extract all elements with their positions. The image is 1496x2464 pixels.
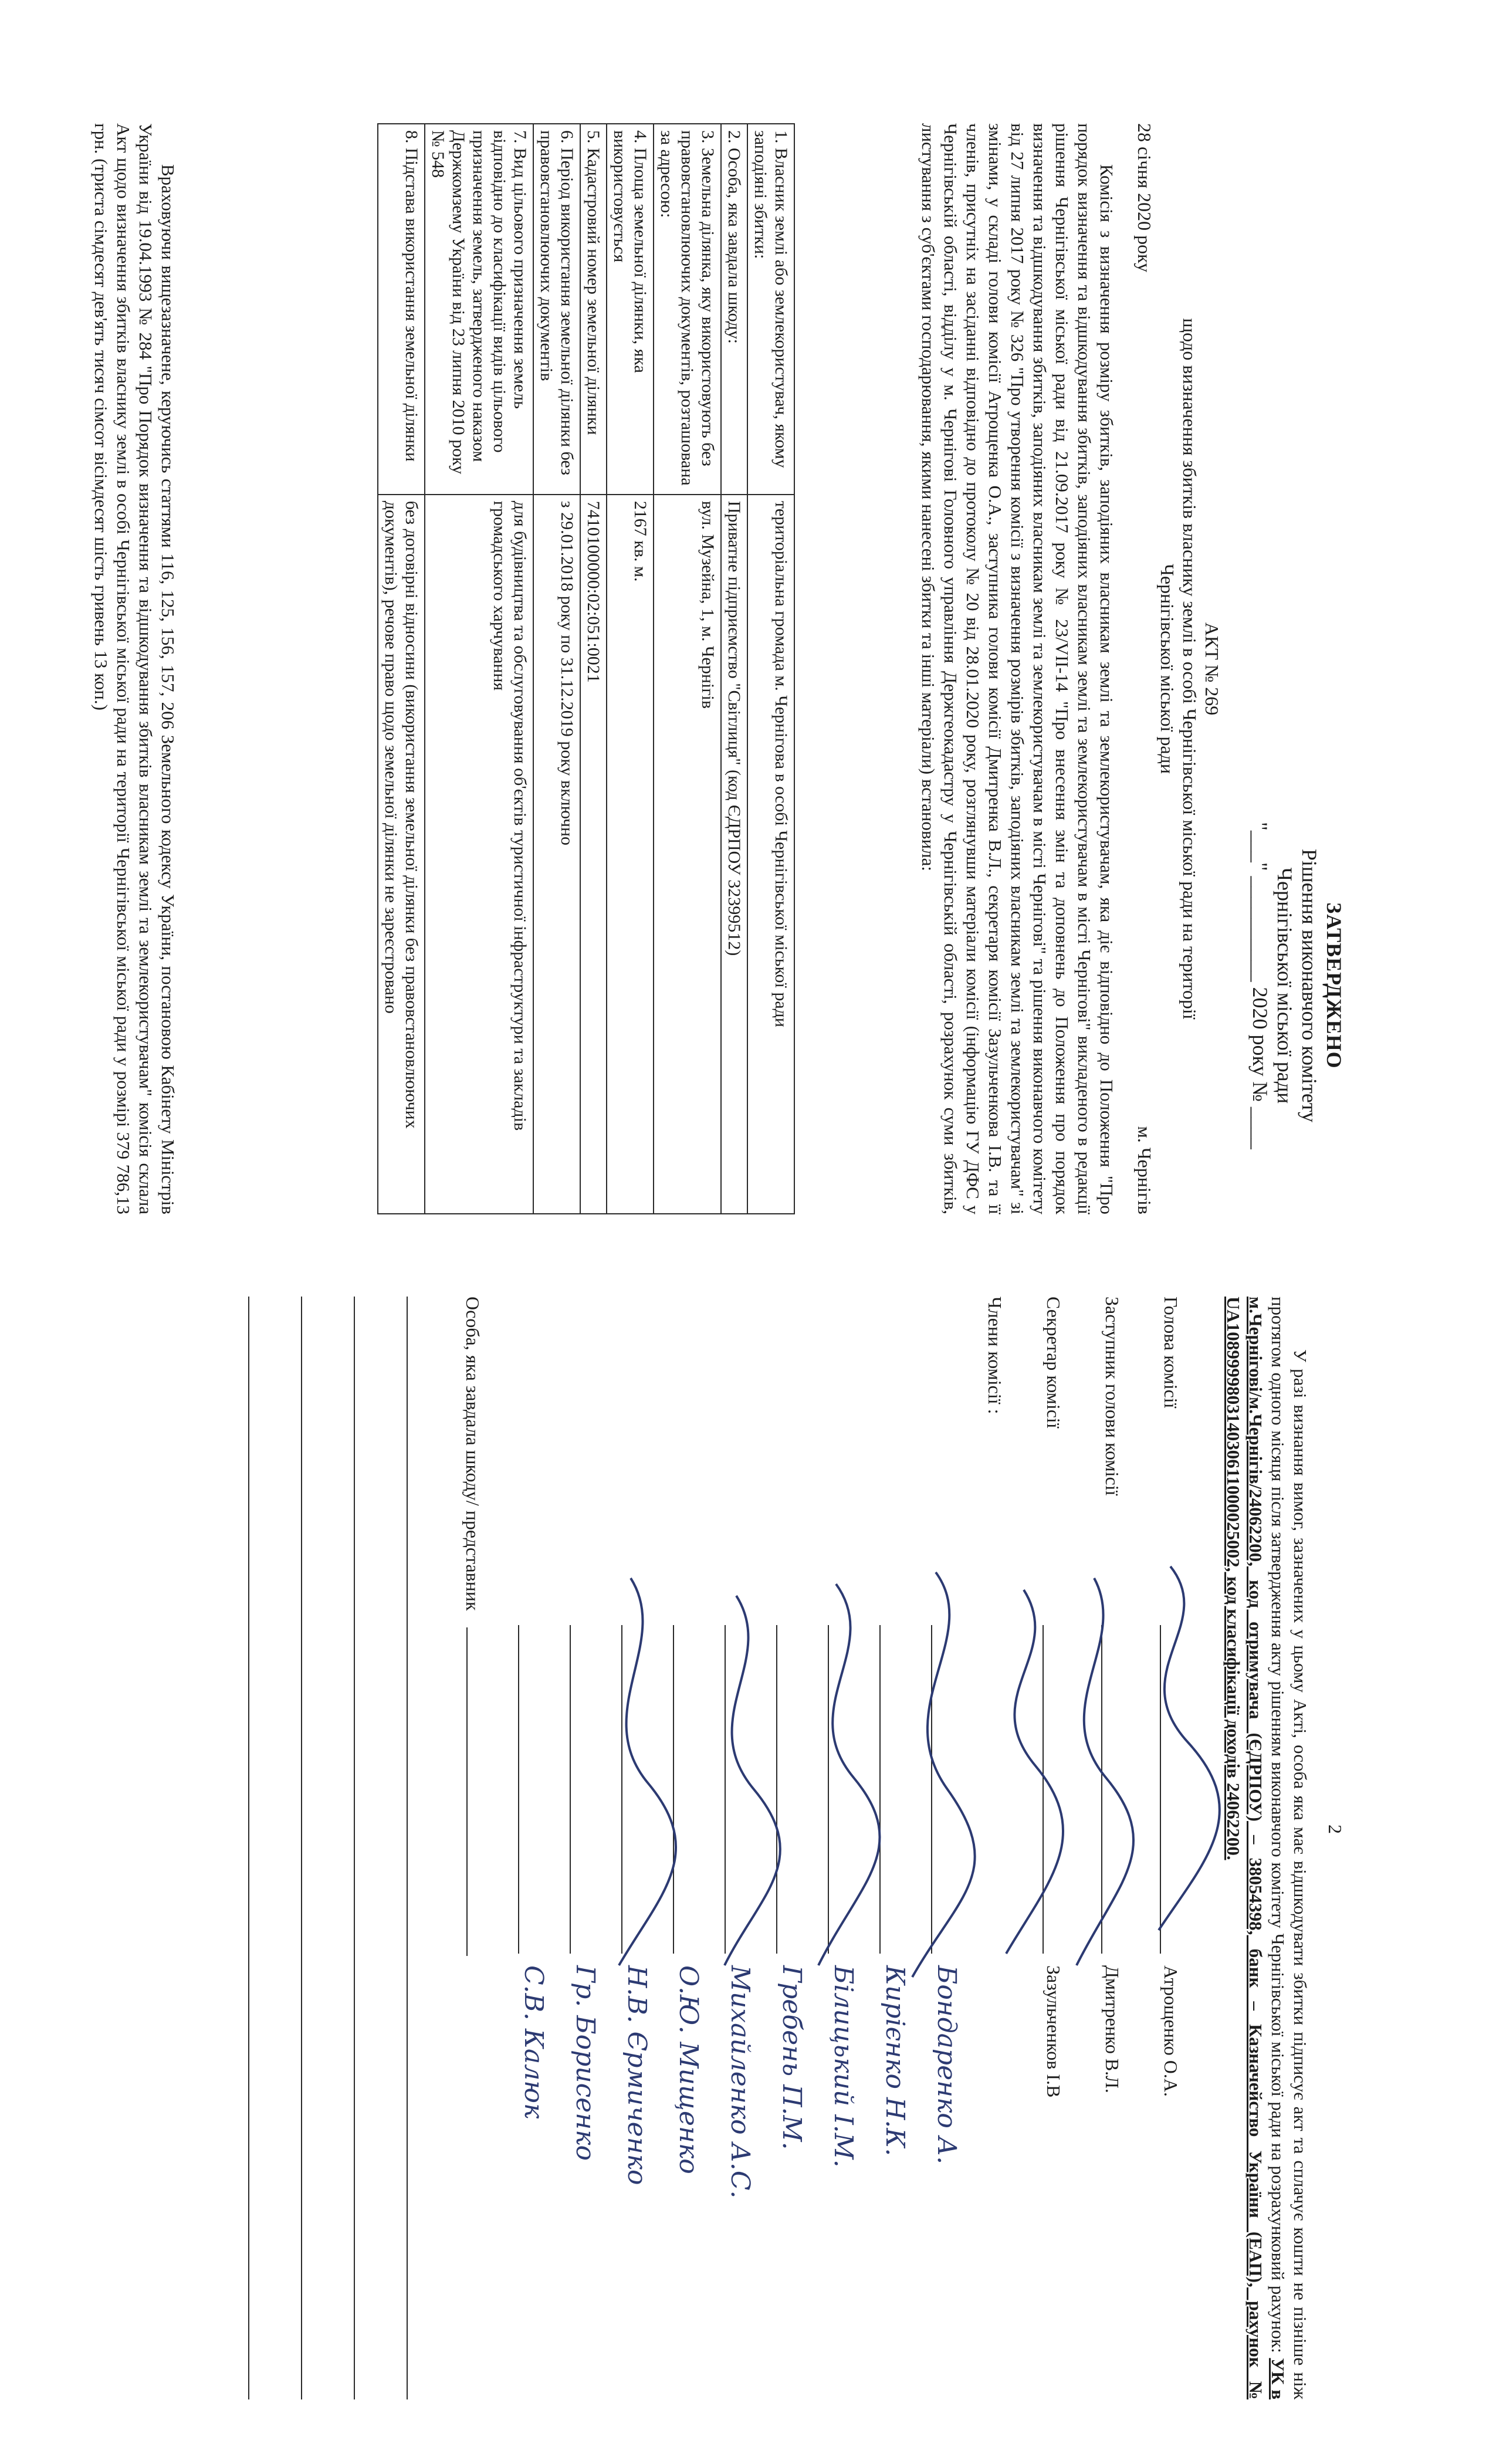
table-question-cell: 5. Кадастровий номер земельної ділянки xyxy=(580,124,607,495)
signature-line xyxy=(776,1625,777,1954)
signature-row-member xyxy=(918,1297,962,2399)
table-row xyxy=(533,124,580,1214)
table-question-cell: 2. Особа, яка завдала шкоду: xyxy=(721,124,747,495)
signature-line xyxy=(725,1625,726,1954)
signature-row-member xyxy=(712,1297,755,2399)
approval-line-3: "___" __________ 2020 року № ____ xyxy=(1248,822,1272,1149)
act-conclusion xyxy=(90,123,179,1214)
signature-row-deputy xyxy=(1088,1297,1123,2399)
table-question-cell: 1. Власник землі або землекористувач, якому заподіяні збитки: xyxy=(747,124,794,495)
signature-name: Дмитренко В.Л. xyxy=(1102,1965,1123,2093)
member-handwritten-name: Михайленко А.С. xyxy=(725,1965,755,2199)
signature-role: Секретар комісії xyxy=(1043,1297,1064,1429)
signature-name: Зазульченков І.В xyxy=(1043,1965,1064,2098)
act-page-2 xyxy=(9,1261,1358,2423)
blank-line xyxy=(354,1297,355,2399)
table-answer-cell: 7410100000:02:051:0021 xyxy=(580,495,607,1214)
member-handwritten-name: С.В. Калюк xyxy=(519,1965,549,2119)
table-answer-cell: вул. Музейна, 1, м. Чернігів xyxy=(654,495,721,1214)
signature-line xyxy=(931,1625,932,1954)
signature-line xyxy=(673,1625,674,1954)
act-body xyxy=(917,123,1118,1214)
signature-line xyxy=(879,1625,881,1954)
blank-signature-lines xyxy=(197,1297,408,2399)
member-handwritten-name: Кирієнко Н.К. xyxy=(880,1965,910,2157)
payment-details: УК в м.Чернігові/м.Чернігів/24062200, код отримувача (ЄДРПОУ) – 38054398, банк – Казначейство України (ЕАП), рахунок № UA108999980314030611000025002, код класифікації доходів 24062200. xyxy=(1223,1297,1288,2399)
signature-row-member xyxy=(763,1297,807,2399)
signature-line xyxy=(466,1627,468,1956)
page-number: 2 xyxy=(1325,1825,1346,1834)
table-row xyxy=(378,124,425,1214)
table-question-cell: 8. Підстава використання земельної ділянки xyxy=(378,124,425,495)
signature-row-member xyxy=(867,1297,910,2399)
signature-row-member xyxy=(557,1297,600,2399)
signature-role: Голова комісії xyxy=(1160,1297,1182,1409)
act-title: АКТ № 269 xyxy=(1201,622,1223,716)
member-handwritten-name: Бондаренко А. xyxy=(932,1965,962,2165)
member-handwritten-name: Гребень П.М. xyxy=(777,1965,807,2150)
approval-line-2: Чернігівської міської ради xyxy=(1273,867,1297,1104)
approval-heading: ЗАТВЕРДЖЕНО xyxy=(1322,902,1346,1069)
table-row xyxy=(721,124,747,1214)
signature-line xyxy=(828,1625,829,1954)
signature-role: Заступник голови комісії xyxy=(1102,1297,1123,1496)
act-title-block xyxy=(1156,88,1223,1250)
table-answer-cell: 2167 кв. м. xyxy=(607,495,654,1214)
table-row xyxy=(654,124,721,1214)
signature-row-member xyxy=(608,1297,652,2399)
payment-paragraph xyxy=(1222,1297,1311,2399)
table-question-cell: 3. Земельна ділянка, яку використовують без правовстановлюючих документів, розташована за адресою: xyxy=(654,124,721,495)
table-question-cell: 4. Площа земельної ділянки, яка використовується xyxy=(607,124,654,495)
signature-row-chair xyxy=(1147,1297,1182,2399)
member-handwritten-name: Н.В. Єрмиченко xyxy=(622,1965,652,2185)
date-row xyxy=(1133,123,1156,1214)
signature-row-member xyxy=(815,1297,858,2399)
table-answer-cell: Приватне підприємство "Світлиця" (код ЄДРПОУ 32399512) xyxy=(721,495,747,1214)
act-date: 28 січня 2020 року xyxy=(1134,123,1155,273)
act-subtitle: щодо визначення збитків власнику землі в особі Чернігівської міської ради на території xyxy=(1179,318,1200,1020)
blank-line xyxy=(301,1297,302,2399)
act-body-paragraph: Комісія з визначення розміру збитків, заподіяних власникам землі та землекористувачам, яка діє відповідно до Положення "Про порядок визначення та відшкодування збитків, заподіяних власникам землі та землекористувачам в місті Чернігові" викладеного в редакції рішення Чернігівської міської ради від 21.09.2017 року № 23/VII-14 "Про внесення змін та доповнень до Положення про порядок визначення та відшкодування збитків, заподіяних власникам землі та землекористувачам в місті Чернігові" та рішення виконавчого комітету від 27 липня 2017 року № 326 "Про утворення комісії з визначення розмірів збитків, заподіяних власникам землі та землекористувачам" зі змінами, у складі голови комісії Атрощенка О.А., заступника голови комісії Дмитренка В.Л., секретаря комісії Зазульченкова І.В. та її членів, присутніх на засіданні відповідно до протоколу № 20 від 28.01.2020 року, розглянувши матеріали комісії (інформацію ГУ ДФС у Чернігівській області, відділу у м. Чернігові Головного управління Держгеокадастру у Чернігівській області, розрахунок суми збитків, листування з суб'єктами господарювання, якими нанесені збитки та інші матеріали) встановила: xyxy=(918,123,1117,1214)
table-question-cell: 7. Вид цільового призначення земель відповідно до класифікації видів цільового призначення земель, затвердженого наказом Держкомзему України від 23 липня 2010 року № 548 xyxy=(425,124,533,495)
damage-person-label: Особа, яка завдала шкоду/ представник xyxy=(462,1297,483,1611)
payment-block xyxy=(1222,1297,1311,2399)
damage-person-line xyxy=(461,1297,484,1956)
act-city: м. Чернігів xyxy=(1134,1126,1155,1214)
member-handwritten-name: О.Ю. Мищенко xyxy=(673,1965,703,2174)
act-subtitle-2: Чернігівської міської ради xyxy=(1157,564,1178,774)
signature-line xyxy=(1043,1625,1044,1954)
signature-row-member xyxy=(660,1297,703,2399)
signature-name: Атрощенко О.А. xyxy=(1160,1965,1182,2097)
table-answer-cell: територіальна громада м. Чернігова в особі Чернігівської міської ради xyxy=(747,495,794,1214)
table-question-cell: 6. Період використання земельної ділянки без правовстановлюючих документів xyxy=(533,124,580,495)
table-answer-cell: для будівництва та обслуговування об'єктів туристичної інфраструктури та закладів громадського харчування xyxy=(425,495,533,1214)
signature-row-secretary xyxy=(1030,1297,1065,2399)
signature-line xyxy=(570,1625,571,1954)
table-answer-cell: з 29.01.2018 року по 31.12.2019 року включно xyxy=(533,495,580,1214)
blank-line xyxy=(248,1297,249,2399)
member-handwritten-name: Білицький І.М. xyxy=(828,1965,858,2168)
signature-line xyxy=(621,1625,622,1954)
table-answer-cell: без договірні відносини (використання земельної ділянки без правовстановлюючих документів), речове право щодо земельної ділянки не зареєстровано xyxy=(378,495,425,1214)
blank-line xyxy=(407,1297,408,2399)
approval-block xyxy=(1248,739,1346,1232)
signature-role: Члени комісії : xyxy=(984,1297,1006,1414)
signature-row-member xyxy=(505,1297,549,2399)
table-row xyxy=(607,124,654,1214)
table-row xyxy=(425,124,533,1214)
act-conclusion-paragraph: Враховуючи вищезазначене, керуючись статтями 116, 125, 156, 157, 206 Земельного кодексу України, постановою Кабінету Міністрів України від 19.04.1993 № 284 "Про Порядок визначення та відшкодування збитків власникам землі та землекористувачам" комісія склала Акт щодо визначення збитків власнику землі в особі Чернігівської міської ради на території Чернігівської міської ради у розмірі 379 786,13 грн. (триста сімдесят дев'ять тисяч сімсот вісімдесят шість гривень 13 коп.) xyxy=(91,123,178,1214)
member-handwritten-name: Гр. Борисенко xyxy=(570,1965,600,2161)
signature-line xyxy=(1101,1625,1102,1954)
signature-row-members-label xyxy=(971,1297,1006,2399)
table-row xyxy=(580,124,607,1214)
act-page-1 xyxy=(9,88,1358,1250)
signature-line xyxy=(518,1625,519,1954)
damages-table xyxy=(377,123,795,1214)
payment-intro: У разі визнання вимог, зазначених у цьому Акті, особа яка має відшкодувати збитки підписує акт та сплачує кошти не пізніше ніж протягом одного місяця після затвердження акту рішенням виконавчого комітету Чернігівської міської ради на розрахунковий рахунок: xyxy=(1268,1297,1311,2399)
table-row xyxy=(747,124,794,1214)
signature-line xyxy=(1160,1625,1161,1954)
approval-line-1: Рішення виконавчого комітету xyxy=(1298,848,1321,1123)
